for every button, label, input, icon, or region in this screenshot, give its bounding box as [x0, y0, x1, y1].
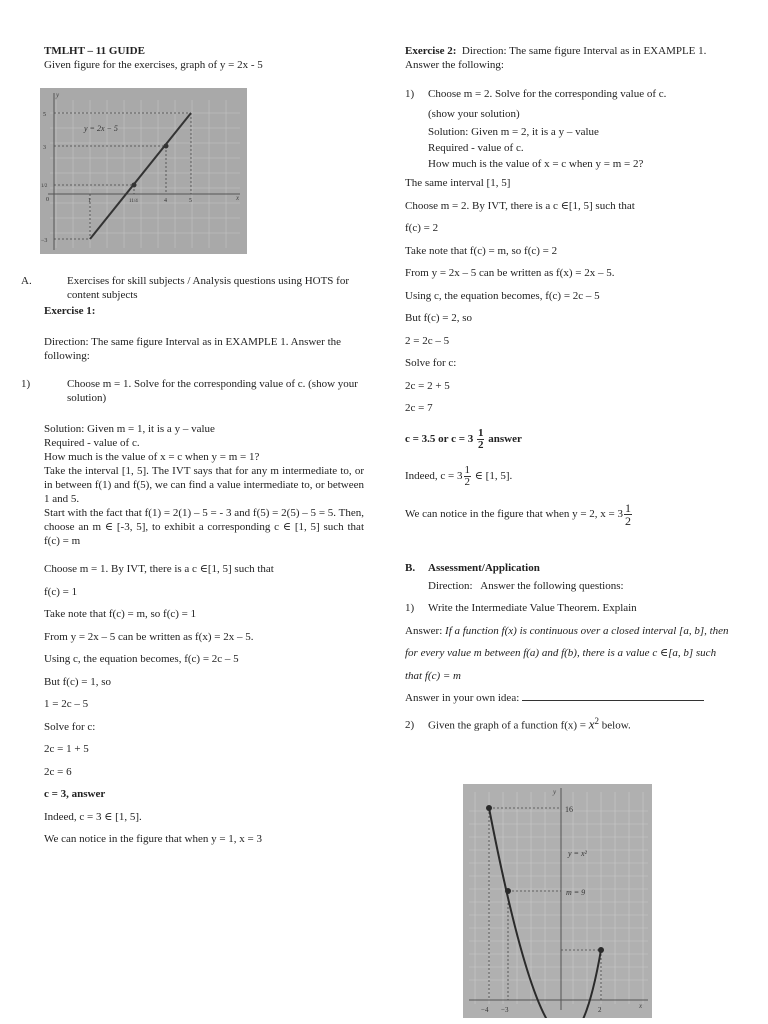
frac-den: 2: [464, 475, 471, 488]
y-tick-3: 3: [43, 145, 46, 151]
x-axis-label: x: [236, 194, 240, 202]
b-question-2-num: 2): [405, 719, 415, 732]
frac-num: 1: [477, 426, 484, 439]
b-question-2-text: Given the graph of a function f(x) =: [428, 719, 587, 732]
step-line: 2c = 1 + 5: [44, 743, 89, 755]
left-column-body: [21, 274, 364, 851]
y-tick-16: 16: [565, 805, 573, 814]
x-tick-4: 4: [164, 198, 167, 204]
frac-den: 2: [625, 513, 632, 528]
b-question-2-x: x: [588, 716, 595, 732]
direction-text: Answer the following questions:: [480, 579, 624, 592]
x-tick-neg3: −3: [501, 1006, 509, 1014]
ex2-notice: [405, 502, 730, 527]
section-b-letter: B.: [405, 561, 416, 574]
exercise-2-direction: Direction: The same figure Interval as in EXAMPLE 1. Answer the following:: [405, 45, 707, 71]
start-paragraph: Start with the fact that f(1) = 2(1) – 5 = - 3 and f(5) = 2(5) – 5 = 5. Then, choose an m ∈ [-3, 5], to exhibit a corresponding c ∈ [1, 5] such that f(c) = m: [44, 507, 364, 547]
solution-line: Required - value of c.: [44, 437, 140, 449]
question-1: [21, 377, 364, 405]
frac-num: 1: [464, 463, 471, 476]
line-graph: [40, 88, 247, 254]
step-line: Take note that f(c) = m, so f(c) = 1: [44, 608, 197, 620]
own-idea-line: [405, 687, 730, 710]
intro-text: Given figure for the exercises, graph of y = 2x - 5: [44, 59, 263, 71]
ex2-step-line: Using c, the equation becomes, f(c) = 2c – 5: [405, 289, 600, 302]
step-line: Choose m = 1. By IVT, there is a c ∈[1, 5] such that: [44, 563, 274, 575]
ex2-show-solution: (show your solution): [428, 108, 520, 120]
line-graph-figure: [40, 88, 247, 254]
doc-title: TMLHT – 11 GUIDE: [44, 45, 145, 57]
exercise-1-direction: Direction: The same figure Interval as in EXAMPLE 1. Answer the following:: [44, 336, 342, 362]
solution-steps: [44, 558, 364, 851]
point-neg3-9: [505, 888, 511, 894]
x-tick-neg4: −4: [481, 1006, 489, 1014]
ex2-step-line: 2c = 7: [405, 402, 433, 414]
ex2-indeed-pre: Indeed, c = 3: [405, 469, 463, 482]
y-axis-label: y: [553, 788, 557, 796]
equation-label: y = x²: [568, 849, 587, 858]
ex2-solution-line: Required - value of c.: [428, 142, 524, 154]
ex2-answer-pre: c = 3.5 or c = 3: [405, 432, 474, 445]
section-b-heading: [405, 561, 730, 575]
direction-label: Direction:: [428, 579, 473, 592]
step-line: From y = 2x – 5 can be written as f(x) = 2x – 5.: [44, 630, 254, 643]
frac-den: 2: [477, 438, 484, 451]
ex2-question-1-text: Choose m = 2. Solve for the corresponding value of c.: [428, 88, 667, 100]
ex2-step-line: f(c) = 2: [405, 222, 439, 234]
origin-label: 0: [46, 197, 49, 203]
section-b-title: Assessment/Application: [428, 561, 540, 574]
section-a-text: Exercises for skill subjects / Analysis questions using HOTS for content subjects: [67, 275, 350, 301]
exercise-2-header: [405, 44, 730, 72]
ex2-step-line: 2 = 2c – 5: [405, 334, 450, 347]
step-line: But f(c) = 1, so: [44, 675, 111, 688]
x-tick-5: 5: [189, 198, 192, 204]
ex2-steps: [405, 172, 730, 420]
point-2-4: [598, 947, 604, 953]
b-question-2: [405, 710, 730, 737]
answer-blank-field[interactable]: [522, 690, 704, 701]
solution-line: Solution: Given m = 1, it is a y – value: [44, 423, 215, 435]
point-4-3: [164, 144, 169, 149]
left-column: [44, 44, 364, 72]
fraction-half: [477, 428, 485, 451]
b-question-2-sup: 2: [594, 715, 600, 726]
y-tick-5: 5: [43, 112, 46, 118]
section-a-letter: A.: [21, 275, 32, 287]
ex2-step-line: From y = 2x – 5 can be written as f(x) = 2x – 5.: [405, 267, 615, 279]
ex2-step-line: Take note that f(c) = m, so f(c) = 2: [405, 244, 558, 257]
ivt-paragraph: Take the interval [1, 5]. The IVT says that for any m intermediate to, or in between f(1) and f(5), we can find a value intermediate to, or between 1 and 5.: [44, 465, 364, 505]
answer-label: Answer:: [405, 624, 443, 637]
section-b-direction: [405, 575, 730, 598]
ex2-solution-line: Solution: Given m = 2, it is a y – value: [428, 126, 599, 138]
ex2-indeed: [405, 465, 730, 488]
ex2-answer: [405, 428, 730, 451]
ex2-step-line: Choose m = 2. By IVT, there is a c ∈[1, 5] such that: [405, 199, 635, 212]
section-a: [21, 274, 364, 302]
x-axis-label: x: [639, 1002, 643, 1010]
b-question-2-tail: below.: [601, 719, 631, 732]
b-question-1-num: 1): [405, 602, 415, 614]
ex2-step-line: Solve for c:: [405, 357, 457, 369]
right-column: [405, 44, 730, 737]
answer-text: If a function f(x) is continuous over a closed interval [a, b], then for every value m between f(a) and f(b), there is a value c ∈[a, b] such that f(c) = m: [405, 624, 729, 682]
question-1-num: 1): [21, 378, 31, 390]
parabola-graph-figure: [463, 784, 652, 1018]
parabola-graph: [463, 784, 652, 1018]
step-line: f(c) = 1: [44, 585, 78, 598]
b-question-1-text: Write the Intermediate Value Theorem. Explain: [428, 602, 637, 614]
answer-line: c = 3, answer: [44, 788, 106, 800]
point-neg4-16: [486, 805, 492, 811]
section-b-body: [405, 575, 730, 737]
x-tick-1: 1: [88, 198, 91, 204]
ex2-step-line: But f(c) = 2, so: [405, 312, 472, 324]
own-idea-label: Answer in your own idea:: [405, 692, 520, 704]
frac-num: 1: [625, 500, 632, 515]
b-question-1: [405, 597, 730, 620]
ex2-step-line: 2c = 2 + 5: [405, 379, 450, 392]
y-tick-half: 1/2: [41, 184, 48, 189]
ex2-indeed-post: ∈ [1, 5].: [474, 469, 513, 482]
indeed-line: Indeed, c = 3 ∈ [1, 5].: [44, 810, 142, 823]
y-tick-neg3: −3: [41, 238, 48, 244]
step-line: Solve for c:: [44, 720, 96, 733]
notice-line: We can notice in the figure that when y = 1, x = 3: [44, 833, 263, 845]
ex2-question-1-num: 1): [405, 88, 415, 100]
y-axis-label: y: [56, 91, 60, 99]
fraction-half: [624, 502, 632, 527]
question-1-text: Choose m = 1. Solve for the corresponding value of c. (show your solution): [67, 378, 358, 404]
step-line: 2c = 6: [44, 765, 72, 778]
ex2-answer-post: answer: [488, 432, 522, 445]
equation-label: y = 2x − 5: [84, 124, 118, 133]
x-tick-2: 2: [598, 1006, 602, 1014]
m-label: m = 9: [566, 888, 586, 897]
ex2-notice-pre: We can notice in the figure that when y = 2, x = 3: [405, 507, 624, 520]
ex2-question-1: [405, 84, 730, 104]
solution-line: How much is the value of x = c when y = m = 1?: [44, 451, 260, 463]
ivt-answer: [405, 620, 730, 688]
ex2-step-line: The same interval [1, 5]: [405, 177, 511, 189]
step-line: 1 = 2c – 5: [44, 698, 89, 710]
point-half: [132, 183, 137, 188]
exercise-2-title: Exercise 2:: [405, 45, 457, 57]
exercise-1-title: Exercise 1:: [44, 305, 96, 317]
fraction-half: [464, 465, 472, 488]
x-tick-11-4: 11/4: [129, 199, 138, 204]
step-line: Using c, the equation becomes, f(c) = 2c – 5: [44, 653, 239, 665]
ex2-solution-line: How much is the value of x = c when y = m = 2?: [428, 158, 644, 170]
